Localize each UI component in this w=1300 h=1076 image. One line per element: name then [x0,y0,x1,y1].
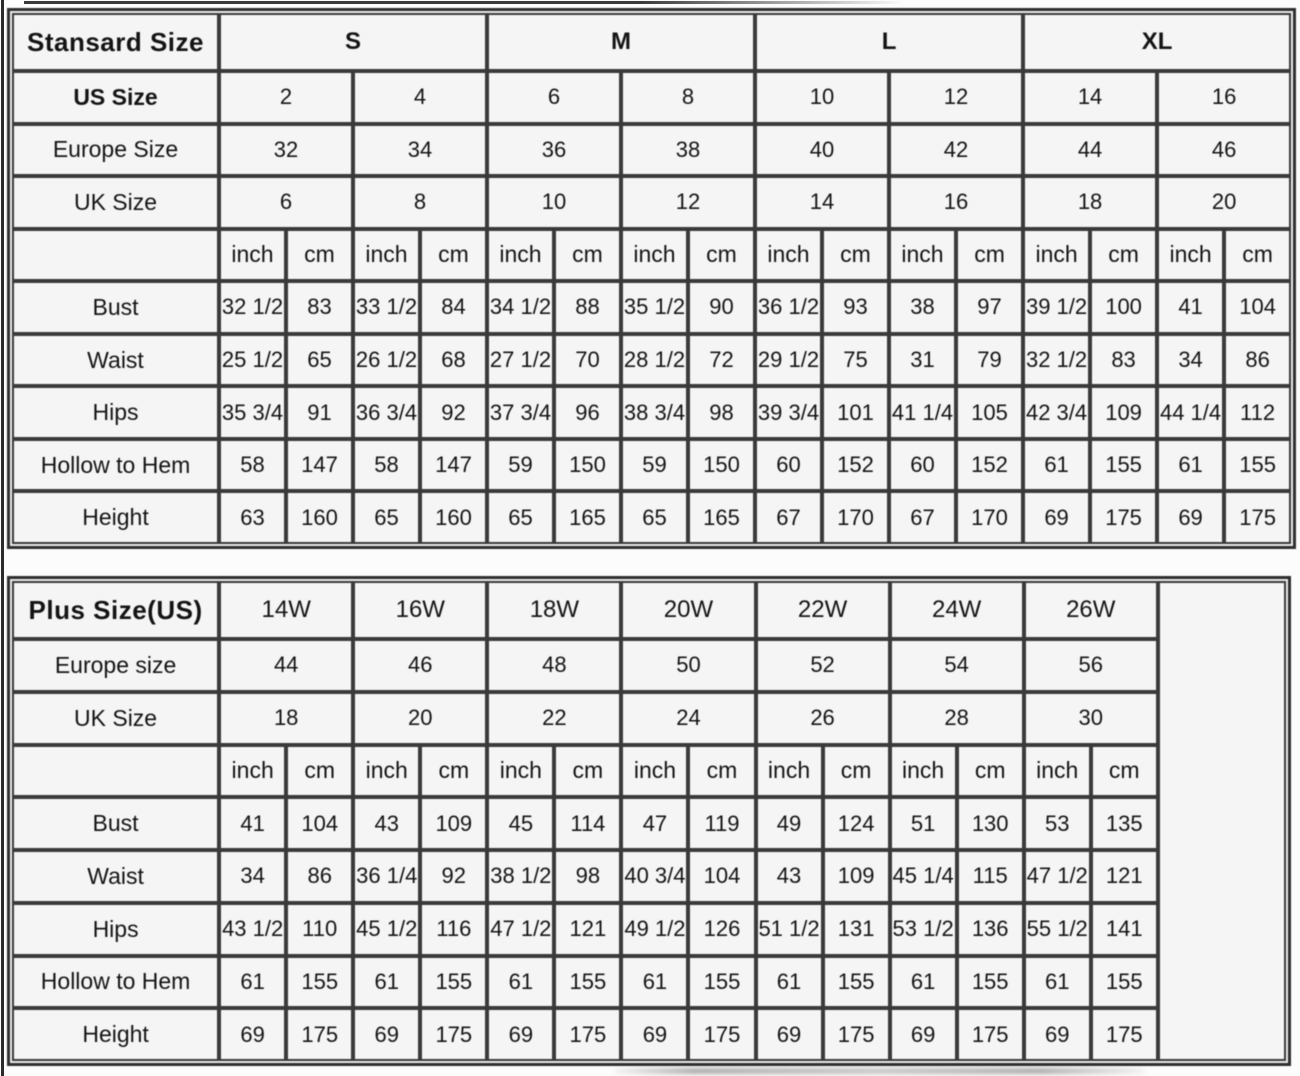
size-value-cell: 2 [219,71,353,124]
measure-value-cell: 170 [822,491,889,544]
size-value-cell: 26 [756,692,890,745]
measure-value-cell: 135 [1091,797,1158,850]
measure-value-cell: 47 1/2 [487,903,554,956]
measure-value-cell: 69 [1023,491,1090,544]
measure-value-cell: 55 1/2 [1024,903,1091,956]
measure-value-cell: 114 [554,797,621,850]
size-value-cell: 20 [1157,176,1291,229]
size-value-cell: 52 [756,639,890,692]
header-row-label: US Size [12,71,219,124]
measure-value-cell: 97 [956,281,1023,334]
measure-value-cell: 121 [554,903,621,956]
unit-cell: cm [1090,229,1157,282]
size-value-cell: 18 [219,692,353,745]
measure-value-cell: 45 [487,797,554,850]
size-value-cell: 8 [621,71,755,124]
measure-row [12,1008,1286,1061]
measure-value-cell: 51 1/2 [756,903,823,956]
measure-label: Waist [12,334,219,387]
plus-size-table [7,576,1291,1066]
measure-value-cell: 69 [487,1008,554,1061]
unit-cell: inch [487,229,554,282]
unit-cell: cm [554,229,621,282]
unit-cell: cm [956,229,1023,282]
size-value-cell: 8 [353,176,487,229]
size-value-cell: 20 [353,692,487,745]
measure-value-cell: 41 [1157,281,1224,334]
measure-value-cell: 155 [420,956,487,1009]
measure-value-cell: 150 [554,439,621,492]
header-row-label: UK Size [12,176,219,229]
measure-value-cell: 104 [286,797,353,850]
unit-cell: cm [420,229,487,282]
size-group-header: 22W [756,581,890,639]
measure-row [12,491,1291,544]
measure-value-cell: 69 [890,1008,957,1061]
unit-cell: inch [621,229,688,282]
blank-cell [1158,581,1286,1061]
measure-value-cell: 61 [487,956,554,1009]
size-value-cell: 56 [1024,639,1158,692]
measure-value-cell: 59 [487,439,554,492]
measure-value-cell: 61 [756,956,823,1009]
measure-value-cell: 155 [1224,439,1291,492]
measure-value-cell: 59 [621,439,688,492]
measure-value-cell: 109 [420,797,487,850]
measure-value-cell: 69 [1024,1008,1091,1061]
measure-value-cell: 160 [286,491,353,544]
size-value-cell: 46 [353,639,487,692]
measure-row [12,956,1286,1009]
measure-value-cell: 25 1/2 [219,334,286,387]
size-value-cell: 54 [890,639,1024,692]
measure-value-cell: 40 3/4 [621,850,688,903]
measure-value-cell: 28 1/2 [621,334,688,387]
measure-value-cell: 160 [420,491,487,544]
unit-cell: inch [755,229,822,282]
header-row-label: UK Size [12,692,219,745]
size-group-header: XL [1023,13,1291,71]
measure-value-cell: 67 [755,491,822,544]
measure-value-cell: 96 [554,386,621,439]
measure-value-cell: 61 [1023,439,1090,492]
measure-value-cell: 86 [1224,334,1291,387]
size-value-cell: 24 [621,692,755,745]
unit-cell: cm [286,229,353,282]
size-value-cell: 36 [487,124,621,177]
measure-value-cell: 136 [957,903,1024,956]
measure-value-cell: 152 [956,439,1023,492]
measure-value-cell: 49 [756,797,823,850]
size-value-cell: 42 [889,124,1023,177]
unit-header-row [12,229,1291,282]
measure-value-cell: 110 [286,903,353,956]
measure-value-cell: 43 [756,850,823,903]
measure-value-cell: 34 [219,850,286,903]
measure-value-cell: 44 1/4 [1157,386,1224,439]
size-header-row [12,176,1291,229]
unit-cell: cm [554,745,621,798]
measure-label: Hollow to Hem [12,956,219,1009]
size-value-cell: 44 [219,639,353,692]
measure-row [12,797,1286,850]
measure-value-cell: 41 [219,797,286,850]
measure-value-cell: 58 [353,439,420,492]
unit-cell: inch [1023,229,1090,282]
size-group-header: 16W [353,581,487,639]
measure-value-cell: 42 3/4 [1023,386,1090,439]
measure-value-cell: 34 [1157,334,1224,387]
measure-value-cell: 112 [1224,386,1291,439]
measure-value-cell: 130 [957,797,1024,850]
measure-value-cell: 155 [957,956,1024,1009]
unit-cell: cm [957,745,1024,798]
measure-value-cell: 155 [554,956,621,1009]
size-group-header: 14W [219,581,353,639]
measure-value-cell: 109 [823,850,890,903]
measure-value-cell: 65 [286,334,353,387]
unit-cell: inch [487,745,554,798]
measure-value-cell: 150 [688,439,755,492]
measure-value-cell: 60 [755,439,822,492]
measure-value-cell: 93 [822,281,889,334]
measure-value-cell: 92 [420,386,487,439]
measure-value-cell: 84 [420,281,487,334]
size-value-cell: 50 [621,639,755,692]
measure-value-cell: 45 1/4 [890,850,957,903]
measure-value-cell: 175 [286,1008,353,1061]
measure-value-cell: 69 [353,1008,420,1061]
measure-row [12,850,1286,903]
measure-value-cell: 70 [554,334,621,387]
unit-cell: cm [1224,229,1291,282]
measure-value-cell: 79 [956,334,1023,387]
size-group-header: 24W [890,581,1024,639]
measure-value-cell: 61 [1024,956,1091,1009]
header-row-label: Europe size [12,639,219,692]
scan-edge-line-left [1,0,4,1076]
size-group-header-row [12,13,1291,71]
measure-value-cell: 116 [420,903,487,956]
measure-value-cell: 91 [286,386,353,439]
measure-value-cell: 39 3/4 [755,386,822,439]
measure-value-cell: 32 1/2 [219,281,286,334]
measure-value-cell: 175 [1224,491,1291,544]
size-group-header: M [487,13,755,71]
measure-value-cell: 36 3/4 [353,386,420,439]
unit-row-spacer [12,745,219,798]
size-value-cell: 34 [353,124,487,177]
unit-cell: inch [219,745,286,798]
measure-value-cell: 147 [420,439,487,492]
measure-label: Bust [12,281,219,334]
unit-cell: inch [1024,745,1091,798]
measure-value-cell: 175 [554,1008,621,1061]
measure-value-cell: 61 [219,956,286,1009]
header-row-label: Europe Size [12,124,219,177]
measure-value-cell: 69 [219,1008,286,1061]
size-value-cell: 6 [219,176,353,229]
measure-value-cell: 61 [1157,439,1224,492]
size-value-cell: 10 [755,71,889,124]
measure-label: Hips [12,903,219,956]
corner-label: Plus Size(US) [12,581,219,639]
size-value-cell: 6 [487,71,621,124]
size-group-header-row [12,581,1286,639]
measure-value-cell: 61 [353,956,420,1009]
measure-value-cell: 126 [688,903,755,956]
size-value-cell: 38 [621,124,755,177]
measure-value-cell: 69 [621,1008,688,1061]
measure-value-cell: 68 [420,334,487,387]
measure-value-cell: 175 [688,1008,755,1061]
measure-value-cell: 31 [889,334,956,387]
measure-value-cell: 175 [823,1008,890,1061]
measure-value-cell: 35 1/2 [621,281,688,334]
size-value-cell: 14 [1023,71,1157,124]
measure-value-cell: 155 [1091,956,1158,1009]
measure-value-cell: 67 [889,491,956,544]
scan-edge-line-top [24,1,904,4]
measure-value-cell: 104 [688,850,755,903]
measure-value-cell: 170 [956,491,1023,544]
measure-value-cell: 60 [889,439,956,492]
size-value-cell: 18 [1023,176,1157,229]
measure-value-cell: 38 3/4 [621,386,688,439]
measure-value-cell: 152 [822,439,889,492]
measure-value-cell: 131 [823,903,890,956]
unit-cell: cm [822,229,889,282]
measure-value-cell: 32 1/2 [1023,334,1090,387]
size-value-cell: 12 [621,176,755,229]
measure-value-cell: 58 [219,439,286,492]
unit-cell: inch [353,745,420,798]
unit-cell: inch [353,229,420,282]
measure-value-cell: 90 [688,281,755,334]
measure-value-cell: 36 1/4 [353,850,420,903]
measure-row [12,386,1291,439]
unit-cell: cm [1091,745,1158,798]
measure-label: Bust [12,797,219,850]
size-group-header: 26W [1024,581,1158,639]
size-value-cell: 30 [1024,692,1158,745]
measure-value-cell: 26 1/2 [353,334,420,387]
measure-value-cell: 36 1/2 [755,281,822,334]
measure-row [12,334,1291,387]
unit-cell: inch [756,745,823,798]
size-group-header: 18W [487,581,621,639]
measure-value-cell: 115 [957,850,1024,903]
measure-value-cell: 35 3/4 [219,386,286,439]
unit-header-row [12,745,1286,798]
size-value-cell: 46 [1157,124,1291,177]
measure-value-cell: 124 [823,797,890,850]
measure-value-cell: 45 1/2 [353,903,420,956]
measure-value-cell: 141 [1091,903,1158,956]
measure-value-cell: 43 [353,797,420,850]
measure-value-cell: 75 [822,334,889,387]
size-group-header: S [219,13,487,71]
size-value-cell: 14 [755,176,889,229]
standard-size-table [7,8,1296,549]
measure-label: Hollow to Hem [12,439,219,492]
scan-smudge-bottom [615,1068,1145,1074]
size-header-row [12,692,1286,745]
measure-row [12,439,1291,492]
measure-value-cell: 63 [219,491,286,544]
measure-value-cell: 104 [1224,281,1291,334]
size-value-cell: 28 [890,692,1024,745]
measure-value-cell: 98 [688,386,755,439]
measure-value-cell: 101 [822,386,889,439]
measure-value-cell: 33 1/2 [353,281,420,334]
measure-value-cell: 47 [621,797,688,850]
measure-value-cell: 72 [688,334,755,387]
measure-value-cell: 83 [286,281,353,334]
size-value-cell: 16 [889,176,1023,229]
unit-cell: inch [1157,229,1224,282]
size-value-cell: 16 [1157,71,1291,124]
unit-cell: inch [889,229,956,282]
unit-cell: inch [890,745,957,798]
measure-value-cell: 175 [420,1008,487,1061]
measure-value-cell: 155 [688,956,755,1009]
measure-value-cell: 175 [957,1008,1024,1061]
measure-value-cell: 61 [621,956,688,1009]
size-header-row [12,639,1286,692]
measure-value-cell: 38 1/2 [487,850,554,903]
measure-value-cell: 43 1/2 [219,903,286,956]
measure-value-cell: 65 [621,491,688,544]
size-value-cell: 32 [219,124,353,177]
measure-value-cell: 41 1/4 [889,386,956,439]
measure-label: Hips [12,386,219,439]
measure-value-cell: 121 [1091,850,1158,903]
size-group-header: L [755,13,1023,71]
measure-value-cell: 105 [956,386,1023,439]
measure-value-cell: 27 1/2 [487,334,554,387]
size-value-cell: 48 [487,639,621,692]
measure-label: Waist [12,850,219,903]
unit-cell: cm [688,745,755,798]
measure-value-cell: 49 1/2 [621,903,688,956]
size-header-row [12,124,1291,177]
measure-label: Height [12,1008,219,1061]
size-header-row [12,71,1291,124]
measure-value-cell: 47 1/2 [1024,850,1091,903]
measure-value-cell: 39 1/2 [1023,281,1090,334]
measure-value-cell: 155 [1090,439,1157,492]
unit-cell: cm [823,745,890,798]
corner-label: Stansard Size [12,13,219,71]
measure-row [12,903,1286,956]
measure-value-cell: 29 1/2 [755,334,822,387]
unit-row-spacer [12,229,219,282]
measure-value-cell: 37 3/4 [487,386,554,439]
size-value-cell: 12 [889,71,1023,124]
measure-value-cell: 155 [823,956,890,1009]
size-value-cell: 4 [353,71,487,124]
measure-value-cell: 69 [756,1008,823,1061]
measure-value-cell: 155 [286,956,353,1009]
measure-value-cell: 100 [1090,281,1157,334]
size-value-cell: 44 [1023,124,1157,177]
measure-row [12,281,1291,334]
measure-value-cell: 88 [554,281,621,334]
unit-cell: cm [688,229,755,282]
measure-value-cell: 53 [1024,797,1091,850]
measure-value-cell: 175 [1090,491,1157,544]
size-group-header: 20W [621,581,755,639]
measure-value-cell: 175 [1091,1008,1158,1061]
measure-value-cell: 147 [286,439,353,492]
size-value-cell: 40 [755,124,889,177]
unit-cell: inch [219,229,286,282]
measure-value-cell: 119 [688,797,755,850]
measure-value-cell: 51 [890,797,957,850]
measure-value-cell: 61 [890,956,957,1009]
measure-value-cell: 65 [487,491,554,544]
measure-value-cell: 38 [889,281,956,334]
measure-value-cell: 86 [286,850,353,903]
measure-value-cell: 65 [353,491,420,544]
measure-value-cell: 165 [688,491,755,544]
measure-value-cell: 165 [554,491,621,544]
measure-value-cell: 34 1/2 [487,281,554,334]
size-value-cell: 22 [487,692,621,745]
measure-value-cell: 109 [1090,386,1157,439]
measure-value-cell: 53 1/2 [890,903,957,956]
unit-cell: inch [621,745,688,798]
measure-label: Height [12,491,219,544]
unit-cell: cm [286,745,353,798]
measure-value-cell: 69 [1157,491,1224,544]
measure-value-cell: 83 [1090,334,1157,387]
measure-value-cell: 92 [420,850,487,903]
size-value-cell: 10 [487,176,621,229]
measure-value-cell: 98 [554,850,621,903]
unit-cell: cm [420,745,487,798]
